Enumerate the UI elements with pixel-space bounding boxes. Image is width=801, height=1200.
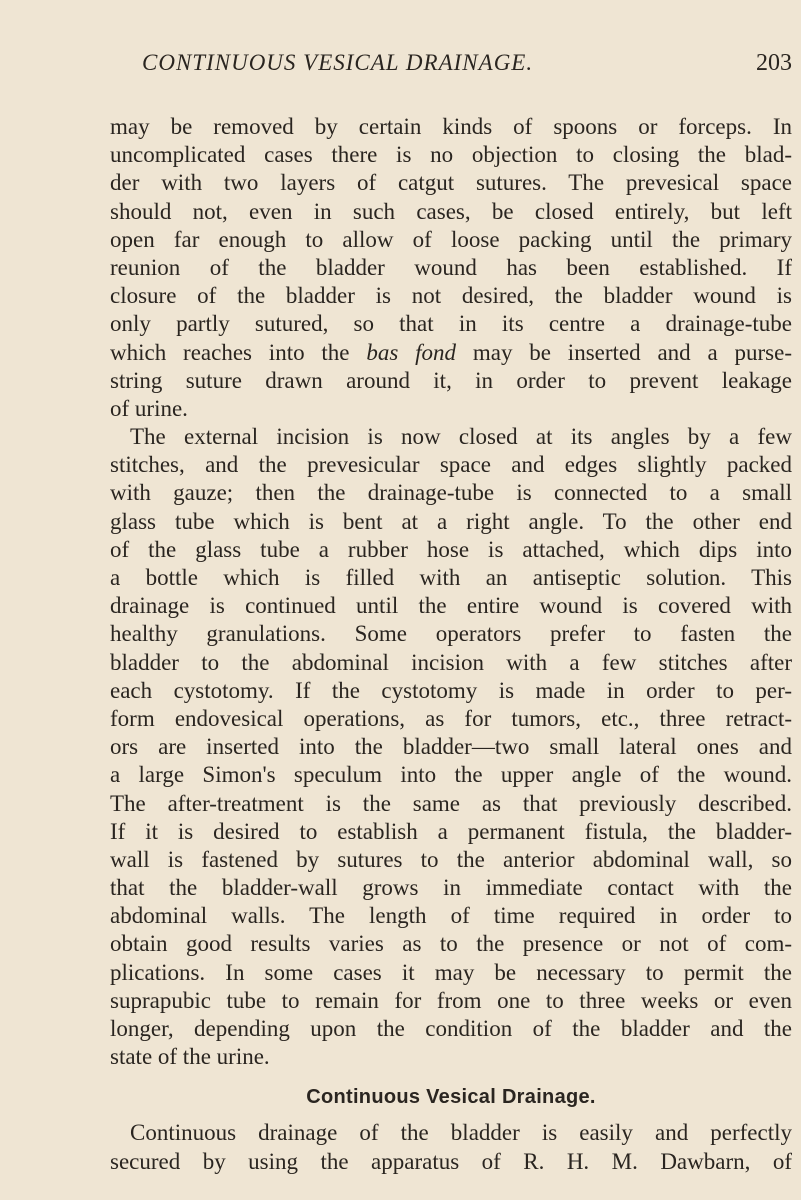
- text-line: glass tube which is bent at a right angle. To the other end: [110, 508, 792, 534]
- text-line: state of the urine.: [110, 1044, 270, 1070]
- text-line: of the glass tube a rubber hose is attached, which dips into: [110, 536, 792, 562]
- text-line-with-italic: [110, 339, 792, 367]
- paragraph-2: [110, 423, 792, 1071]
- text-line: drainage is continued until the entire wound is covered with: [110, 593, 792, 619]
- text-line: The external incision is now closed at its angles by a few: [130, 424, 792, 450]
- text-line: secured by using the apparatus of R. H. M. Dawbarn, of: [110, 1148, 792, 1174]
- text-line: stitches, and the prevesicular space and edges slightly packed: [110, 452, 792, 478]
- text-line: uncomplicated cases there is no objection to closing the blad-: [110, 142, 792, 168]
- text-line: a large Simon's speculum into the upper angle of the wound.: [110, 762, 792, 788]
- text-line: ors are inserted into the bladder—two small lateral ones and: [110, 734, 792, 760]
- paragraph-1: [110, 113, 792, 423]
- text-line: longer, depending upon the condition of the bladder and the: [110, 1016, 792, 1041]
- running-title: CONTINUOUS VESICAL DRAINAGE.: [142, 50, 534, 75]
- page-number: 203: [756, 50, 792, 76]
- text-segment: may be inserted and a purse-: [456, 339, 792, 365]
- body-text: [110, 113, 792, 1176]
- text-line: healthy granulations. Some operators prefer to fasten the: [110, 621, 792, 647]
- text-line: open far enough to allow of loose packing until the primary: [110, 226, 792, 252]
- text-line: may be removed by certain kinds of spoons or forceps. In: [110, 114, 792, 139]
- text-line: string suture drawn around it, in order to prevent leakage: [110, 367, 792, 393]
- text-line: suprapubic tube to remain for from one to three weeks or even: [110, 987, 792, 1013]
- text-line: wall is fastened by sutures to the anterior abdominal wall, so: [110, 846, 792, 872]
- text-line: bladder to the abdominal incision with a few stitches after: [110, 649, 792, 675]
- italic-term: bas fond: [366, 339, 457, 365]
- text-line: obtain good results varies as to the presence or not of com-: [110, 931, 792, 957]
- text-segment: which reaches into the: [110, 339, 367, 365]
- text-line: with gauze; then the drainage-tube is connected to a small: [110, 480, 792, 506]
- section-heading: Continuous Vesical Drainage.: [306, 1086, 596, 1109]
- text-line: reunion of the bladder wound has been established. If: [110, 254, 792, 280]
- text-line: only partly sutured, so that in its centre a drainage-tube: [110, 311, 792, 337]
- text-line: abdominal walls. The length of time required in order to: [110, 903, 792, 929]
- text-line: should not, even in such cases, be closed entirely, but left: [110, 198, 792, 224]
- running-head: [110, 50, 800, 86]
- text-line: closure of the bladder is not desired, the bladder wound is: [110, 283, 792, 309]
- text-line: The after-treatment is the same as that previously described.: [110, 790, 792, 816]
- text-line: of urine.: [110, 395, 188, 421]
- text-line: a bottle which is filled with an antiseptic solution. This: [110, 565, 792, 590]
- text-line: each cystotomy. If the cystotomy is made in order to per-: [110, 677, 792, 703]
- text-line: If it is desired to establish a permanent fistula, the bladder-: [110, 818, 792, 844]
- text-line: der with two layers of catgut sutures. The prevesical space: [110, 170, 792, 196]
- text-line: Continuous drainage of the bladder is easily and perfectly: [130, 1120, 792, 1146]
- paragraph-3: [110, 1119, 792, 1175]
- text-line: plications. In some cases it may be necessary to permit the: [110, 959, 792, 985]
- text-line: that the bladder-wall grows in immediate contact with the: [110, 875, 792, 901]
- text-line: form endovesical operations, as for tumors, etc., three retract-: [110, 705, 792, 731]
